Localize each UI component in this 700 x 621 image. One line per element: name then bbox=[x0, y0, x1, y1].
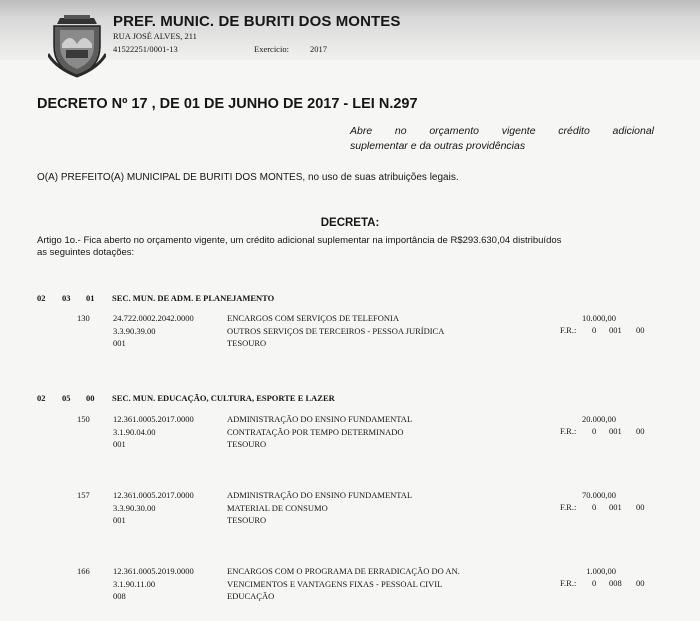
item-fr-1: 0 bbox=[592, 502, 597, 512]
item-dotacao-number: 12.361.0005.2019.0000 bbox=[113, 566, 194, 576]
decree-summary bbox=[350, 124, 654, 154]
section-code-1: 02 bbox=[37, 393, 46, 403]
item-dotacao bbox=[113, 489, 194, 527]
item-description-line3: TESOURO bbox=[227, 515, 267, 525]
item-fr-2: 001 bbox=[609, 325, 622, 335]
item-fr-1: 0 bbox=[592, 426, 597, 436]
section-code-3: 01 bbox=[86, 293, 95, 303]
item-fr-3: 00 bbox=[636, 502, 645, 512]
item-description-line3: TESOURO bbox=[227, 338, 267, 348]
item-value: 10.000,00 bbox=[582, 313, 616, 323]
item-description-line2: MATERIAL DE CONSUMO bbox=[227, 502, 328, 513]
item-code: 166 bbox=[77, 566, 90, 576]
item-dotacao bbox=[113, 565, 194, 603]
item-dotacao-number: 24.722.0002.2042.0000 bbox=[113, 313, 194, 323]
item-value: 1.000,00 bbox=[586, 566, 616, 576]
item-code: 130 bbox=[77, 313, 90, 323]
section-code-2: 05 bbox=[62, 393, 71, 403]
item-description-line1: ADMINISTRAÇÃO DO ENSINO FUNDAMENTAL bbox=[227, 414, 413, 424]
section-code-2: 03 bbox=[62, 293, 71, 303]
decree-summary-line1: Abre no orçamento vigente crédito adicional bbox=[350, 125, 654, 137]
item-fonte: 001 bbox=[113, 439, 126, 449]
item-description bbox=[227, 489, 412, 527]
item-dotacao bbox=[113, 312, 194, 350]
item-description-line2: CONTRATAÇÃO POR TEMPO DETERMINADO bbox=[227, 426, 404, 437]
item-description-line3: EDUCAÇÃO bbox=[227, 591, 275, 601]
address: RUA JOSÉ ALVES, 211 bbox=[113, 31, 197, 41]
cnpj: 41522251/0001-13 bbox=[113, 44, 178, 54]
item-description-line3: TESOURO bbox=[227, 439, 267, 449]
decree-summary-line2: suplementar e da outras providências bbox=[350, 140, 526, 152]
item-fr-label: F.R.: bbox=[560, 325, 577, 335]
item-fr-2: 001 bbox=[609, 502, 622, 512]
section-name: SEC. MUN. DE ADM. E PLANEJAMENTO bbox=[112, 293, 275, 303]
decree-title: DECRETO Nº 17 , DE 01 DE JUNHO DE 2017 - LEI N.297 bbox=[37, 96, 418, 112]
item-description-line2: VENCIMENTOS E VANTAGENS FIXAS - PESSOAL CIVIL bbox=[227, 578, 443, 589]
item-elemento: 3.3.90.30.00 bbox=[113, 502, 156, 513]
item-fr-label: F.R.: bbox=[560, 502, 577, 512]
item-dotacao bbox=[113, 413, 194, 451]
decreta-heading: DECRETA: bbox=[320, 217, 380, 229]
item-description bbox=[227, 312, 444, 350]
item-description-line1: ENCARGOS COM SERVIÇOS DE TELEFONIA bbox=[227, 313, 400, 323]
item-elemento: 3.3.90.39.00 bbox=[113, 325, 156, 336]
exercicio-label: Exercicio: bbox=[254, 44, 289, 54]
item-code: 157 bbox=[77, 490, 90, 500]
preamble-prefix: O(A) PREFEITO(A) MUNICIPAL DE BURITI DOS MONTES, bbox=[37, 172, 306, 183]
item-fr-1: 0 bbox=[592, 325, 597, 335]
item-elemento: 3.1.90.11.00 bbox=[113, 578, 156, 589]
preamble bbox=[37, 172, 459, 183]
municipal-coat-of-arms bbox=[48, 14, 106, 78]
item-description-line2: OUTROS SERVIÇOS DE TERCEIROS - PESSOA JURÍDICA bbox=[227, 325, 445, 336]
item-fr-2: 001 bbox=[609, 426, 622, 436]
item-fr-label: F.R.: bbox=[560, 426, 577, 436]
item-fr-1: 0 bbox=[592, 578, 597, 588]
section-code-3: 00 bbox=[86, 393, 95, 403]
item-fr-2: 008 bbox=[609, 578, 622, 588]
item-fr-3: 00 bbox=[636, 325, 645, 335]
item-dotacao-number: 12.361.0005.2017.0000 bbox=[113, 490, 194, 500]
item-fonte: 001 bbox=[113, 515, 126, 525]
exercicio-value: 2017 bbox=[310, 44, 327, 54]
item-fonte: 008 bbox=[113, 591, 126, 601]
item-description-line1: ADMINISTRAÇÃO DO ENSINO FUNDAMENTAL bbox=[227, 490, 413, 500]
item-value: 70.000,00 bbox=[582, 490, 616, 500]
item-dotacao-number: 12.361.0005.2017.0000 bbox=[113, 414, 194, 424]
article-1 bbox=[37, 235, 657, 259]
article-1-line1: Artigo 1o.- Fica aberto no orçamento vigente, um crédito adicional suplementar na importância de R$293.630,04 distribuídos bbox=[37, 235, 562, 246]
item-description-line1: ENCARGOS COM O PROGRAMA DE ERRADICAÇÃO DO AN. bbox=[227, 566, 460, 576]
item-fr-3: 00 bbox=[636, 426, 645, 436]
preamble-suffix: no uso de suas atribuições legais. bbox=[307, 172, 459, 183]
item-elemento: 3.1.90.04.00 bbox=[113, 426, 156, 437]
item-fr-3: 00 bbox=[636, 578, 645, 588]
item-code: 150 bbox=[77, 414, 90, 424]
organization-name: PREF. MUNIC. DE BURITI DOS MONTES bbox=[113, 13, 401, 30]
item-description bbox=[227, 413, 412, 451]
section-code-1: 02 bbox=[37, 293, 46, 303]
article-1-line2: as seguintes dotações: bbox=[37, 247, 135, 258]
section-name: SEC. MUN. EDUCAÇÃO, CULTURA, ESPORTE E LAZER bbox=[112, 393, 335, 403]
item-fonte: 001 bbox=[113, 338, 126, 348]
item-fr-label: F.R.: bbox=[560, 578, 577, 588]
item-description bbox=[227, 565, 460, 603]
item-value: 20.000,00 bbox=[582, 414, 616, 424]
